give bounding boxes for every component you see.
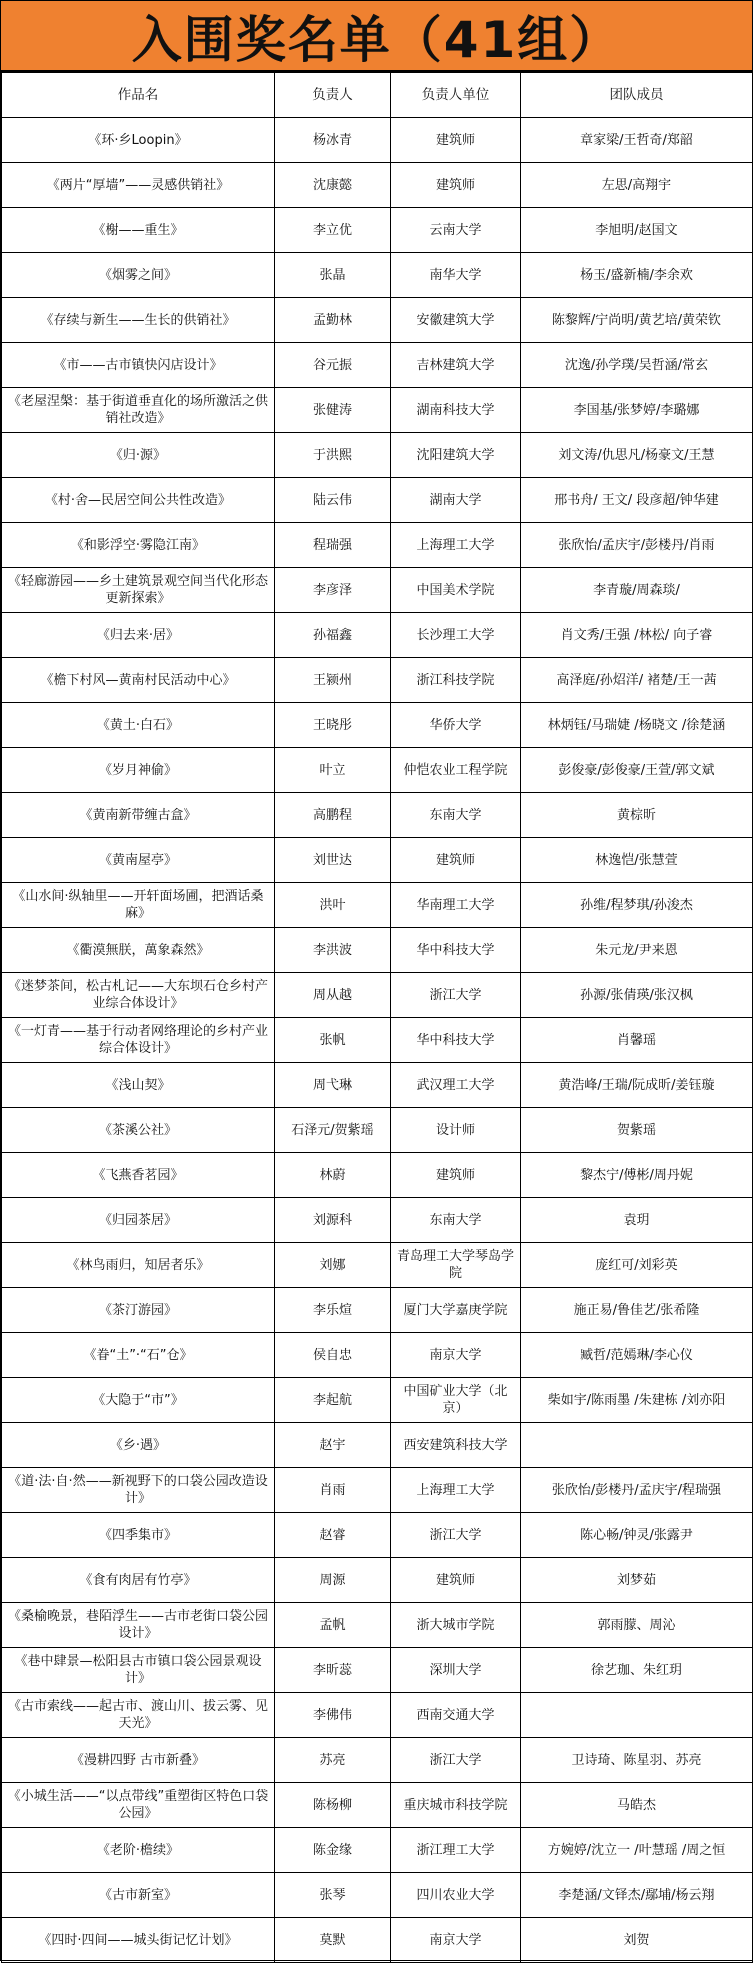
affiliation-cell: 建筑师 (391, 1153, 521, 1198)
leader-cell: 张健涛 (275, 388, 391, 433)
leader-cell: 沈康懿 (275, 163, 391, 208)
leader-cell: 刘娜 (275, 1243, 391, 1288)
team-members-cell: 李楚涵/文铎杰/鄢埔/杨云翔 (521, 1873, 753, 1918)
team-members-cell (521, 1423, 753, 1468)
table-row (2, 568, 753, 613)
leader-cell: 于洪熙 (275, 433, 391, 478)
table-row (2, 928, 753, 973)
team-members-cell: 左思/高翔宇 (521, 163, 753, 208)
affiliation-cell: 南京大学 (391, 1918, 521, 1963)
table-row (2, 793, 753, 838)
affiliation-cell: 青岛理工大学琴岛学院 (391, 1243, 521, 1288)
team-members-cell: 杨玉/盛新楠/李余欢 (521, 253, 753, 298)
leader-cell: 陆云伟 (275, 478, 391, 523)
leader-cell: 高鹏程 (275, 793, 391, 838)
team-members-cell: 庞红可/刘彩英 (521, 1243, 753, 1288)
table-row (2, 1873, 753, 1918)
table-row (2, 298, 753, 343)
affiliation-cell: 云南大学 (391, 208, 521, 253)
work-name-cell: 《四季集市》 (2, 1513, 275, 1558)
table-row (2, 613, 753, 658)
work-name-cell: 《茶汀游园》 (2, 1288, 275, 1333)
team-members-cell: 邢书舟/ 王文/ 段彦超/钟华建 (521, 478, 753, 523)
table-row (2, 1108, 753, 1153)
leader-cell: 李昕蕊 (275, 1648, 391, 1693)
affiliation-cell: 仲恺农业工程学院 (391, 748, 521, 793)
affiliation-cell: 湖南科技大学 (391, 388, 521, 433)
work-name-cell: 《环·乡Loopin》 (2, 118, 275, 163)
table-row (2, 433, 753, 478)
page-title: 入围奖名单（41组） (1, 1, 752, 72)
leader-cell: 李立优 (275, 208, 391, 253)
team-members-cell: 方婉婷/沈立一 /叶慧瑶 /周之恒 (521, 1828, 753, 1873)
team-members-cell: 高泽庭/孙炤洋/ 褚楚/王一茜 (521, 658, 753, 703)
team-members-cell: 刘梦茹 (521, 1558, 753, 1603)
table-row (2, 1693, 753, 1738)
leader-cell: 张琴 (275, 1873, 391, 1918)
team-members-cell: 章家梁/王哲奇/郑韶 (521, 118, 753, 163)
team-members-cell: 徐艺珈、朱红玥 (521, 1648, 753, 1693)
affiliation-cell: 上海理工大学 (391, 523, 521, 568)
leader-cell: 陈金缘 (275, 1828, 391, 1873)
table-row (2, 478, 753, 523)
leader-cell: 周从越 (275, 973, 391, 1018)
team-members-cell: 陈黎辉/宁尚明/黄艺培/黄荣钦 (521, 298, 753, 343)
leader-cell: 洪叶 (275, 883, 391, 928)
affiliation-cell: 浙江大学 (391, 1738, 521, 1783)
leader-cell: 叶立 (275, 748, 391, 793)
team-members-cell: 袁玥 (521, 1198, 753, 1243)
work-name-cell: 《桑榆晚景，巷陌浮生——古市老街口袋公园设计》 (2, 1603, 275, 1648)
column-header-affiliation: 负责人单位 (391, 73, 521, 118)
work-name-cell: 《檐下村风—黄南村民活动中心》 (2, 658, 275, 703)
affiliation-cell: 吉林建筑大学 (391, 343, 521, 388)
affiliation-cell: 厦门大学嘉庚学院 (391, 1288, 521, 1333)
team-members-cell: 李国基/张梦婷/李璐娜 (521, 388, 753, 433)
work-name-cell: 《古市新室》 (2, 1873, 275, 1918)
table-row (2, 748, 753, 793)
affiliation-cell: 武汉理工大学 (391, 1063, 521, 1108)
team-members-cell: 刘贺 (521, 1918, 753, 1963)
work-name-cell: 《老阶·檐续》 (2, 1828, 275, 1873)
leader-cell: 赵宇 (275, 1423, 391, 1468)
team-members-cell: 柴如宇/陈雨墨 /朱建栋 /刘亦阳 (521, 1378, 753, 1423)
table-row (2, 1423, 753, 1468)
team-members-cell: 孙源/张倩瑛/张汉枫 (521, 973, 753, 1018)
table-row (2, 1648, 753, 1693)
team-members-cell: 李旭明/赵国文 (521, 208, 753, 253)
leader-cell: 杨冰青 (275, 118, 391, 163)
leader-cell: 林蔚 (275, 1153, 391, 1198)
table-row (2, 1153, 753, 1198)
affiliation-cell: 华中科技大学 (391, 928, 521, 973)
leader-cell: 莫默 (275, 1918, 391, 1963)
team-members-cell: 郭雨朦、周沁 (521, 1603, 753, 1648)
affiliation-cell: 中国矿业大学（北京） (391, 1378, 521, 1423)
affiliation-cell: 华南理工大学 (391, 883, 521, 928)
leader-cell: 刘世达 (275, 838, 391, 883)
column-header-team: 团队成员 (521, 73, 753, 118)
team-members-cell: 刘文涛/仇思凡/杨豪文/王慧 (521, 433, 753, 478)
table-row (2, 1288, 753, 1333)
table-row (2, 883, 753, 928)
work-name-cell: 《黄南屋亭》 (2, 838, 275, 883)
table-row (2, 1198, 753, 1243)
affiliation-cell: 东南大学 (391, 1198, 521, 1243)
work-name-cell: 《飞燕香茗园》 (2, 1153, 275, 1198)
table-row (2, 1918, 753, 1963)
leader-cell: 陈杨柳 (275, 1783, 391, 1828)
table-row (2, 838, 753, 883)
table-body (2, 118, 753, 1963)
leader-cell: 程瑞强 (275, 523, 391, 568)
table-row (2, 1018, 753, 1063)
leader-cell: 孙福鑫 (275, 613, 391, 658)
table-row (2, 1468, 753, 1513)
table-row (2, 118, 753, 163)
table-row (2, 1558, 753, 1603)
affiliation-cell: 安徽建筑大学 (391, 298, 521, 343)
team-members-cell: 马皓杰 (521, 1783, 753, 1828)
work-name-cell: 《榭——重生》 (2, 208, 275, 253)
table-row (2, 343, 753, 388)
affiliation-cell: 西安建筑科技大学 (391, 1423, 521, 1468)
affiliation-cell: 建筑师 (391, 118, 521, 163)
affiliation-cell: 中国美术学院 (391, 568, 521, 613)
team-members-cell: 黄浩峰/王瑞/阮成昕/姜钰璇 (521, 1063, 753, 1108)
affiliation-cell: 建筑师 (391, 163, 521, 208)
work-name-cell: 《浅山契》 (2, 1063, 275, 1108)
team-members-cell (521, 1693, 753, 1738)
leader-cell: 张晶 (275, 253, 391, 298)
table-row (2, 703, 753, 748)
affiliation-cell: 浙江理工大学 (391, 1828, 521, 1873)
leader-cell: 张帆 (275, 1018, 391, 1063)
table-row (2, 1063, 753, 1108)
work-name-cell: 《山水间·纵轴里——开轩面场圃，把酒话桑麻》 (2, 883, 275, 928)
team-members-cell: 沈逸/孙学璞/吴哲涵/常玄 (521, 343, 753, 388)
leader-cell: 肖雨 (275, 1468, 391, 1513)
leader-cell: 周弋琳 (275, 1063, 391, 1108)
leader-cell: 赵睿 (275, 1513, 391, 1558)
work-name-cell: 《大隐于“市”》 (2, 1378, 275, 1423)
work-name-cell: 《归·源》 (2, 433, 275, 478)
team-members-cell: 臧哲/范嫣琳/李心仪 (521, 1333, 753, 1378)
affiliation-cell: 四川农业大学 (391, 1873, 521, 1918)
leader-cell: 李乐煊 (275, 1288, 391, 1333)
affiliation-cell: 浙江大学 (391, 973, 521, 1018)
work-name-cell: 《烟雾之间》 (2, 253, 275, 298)
leader-cell: 侯自忠 (275, 1333, 391, 1378)
table-row (2, 208, 753, 253)
work-name-cell: 《小城生活——“以点带线”重塑街区特色口袋公园》 (2, 1783, 275, 1828)
affiliation-cell: 浙江科技学院 (391, 658, 521, 703)
table-row (2, 973, 753, 1018)
table-row (2, 253, 753, 298)
work-name-cell: 《归去来·居》 (2, 613, 275, 658)
affiliation-cell: 湖南大学 (391, 478, 521, 523)
work-name-cell: 《迷梦茶间，松古札记——大东坝石仓乡村产业综合体设计》 (2, 973, 275, 1018)
team-members-cell: 张欣怡/孟庆宇/彭楼丹/肖雨 (521, 523, 753, 568)
affiliation-cell: 建筑师 (391, 838, 521, 883)
team-members-cell: 林逸恺/张慧萱 (521, 838, 753, 883)
work-name-cell: 《古市索线——起古市、渡山川、拔云雾、见天光》 (2, 1693, 275, 1738)
work-name-cell: 《乡·遇》 (2, 1423, 275, 1468)
team-members-cell: 卫诗琦、陈星羽、苏亮 (521, 1738, 753, 1783)
leader-cell: 周源 (275, 1558, 391, 1603)
table-row (2, 1378, 753, 1423)
affiliation-cell: 建筑师 (391, 1558, 521, 1603)
affiliation-cell: 华侨大学 (391, 703, 521, 748)
team-members-cell: 张欣怡/彭楼丹/孟庆宇/程瑞强 (521, 1468, 753, 1513)
leader-cell: 王颍州 (275, 658, 391, 703)
work-name-cell: 《和影浮空·雾隐江南》 (2, 523, 275, 568)
work-name-cell: 《两片“厚墙”——灵感供销社》 (2, 163, 275, 208)
table-row (2, 1333, 753, 1378)
affiliation-cell: 东南大学 (391, 793, 521, 838)
team-members-cell: 朱元龙/尹来恩 (521, 928, 753, 973)
team-members-cell: 彭俊豪/彭俊豪/王萱/郭文斌 (521, 748, 753, 793)
leader-cell: 孟勤林 (275, 298, 391, 343)
work-name-cell: 《道·法·自·然——新视野下的口袋公园改造设计》 (2, 1468, 275, 1513)
team-members-cell: 施正易/鲁佳艺/张希隆 (521, 1288, 753, 1333)
work-name-cell: 《归园茶居》 (2, 1198, 275, 1243)
affiliation-cell: 设计师 (391, 1108, 521, 1153)
column-header-work: 作品名 (2, 73, 275, 118)
team-members-cell: 贺紫瑶 (521, 1108, 753, 1153)
team-members-cell: 肖文秀/王强 /林松/ 向子睿 (521, 613, 753, 658)
table-row (2, 1828, 753, 1873)
affiliation-cell: 沈阳建筑大学 (391, 433, 521, 478)
work-name-cell: 《衢漠無朕，萬象森然》 (2, 928, 275, 973)
affiliation-cell: 上海理工大学 (391, 1468, 521, 1513)
table-row (2, 163, 753, 208)
leader-cell: 王晓彤 (275, 703, 391, 748)
team-members-cell: 肖馨瑶 (521, 1018, 753, 1063)
work-name-cell: 《存续与新生——生长的供销社》 (2, 298, 275, 343)
shortlist-table (1, 72, 753, 1963)
table-row (2, 388, 753, 433)
table-row (2, 1603, 753, 1648)
leader-cell: 石泽元/贺紫瑶 (275, 1108, 391, 1153)
work-name-cell: 《市——古市镇快闪店设计》 (2, 343, 275, 388)
table-row (2, 1783, 753, 1828)
affiliation-cell: 长沙理工大学 (391, 613, 521, 658)
leader-cell: 谷元振 (275, 343, 391, 388)
affiliation-cell: 西南交通大学 (391, 1693, 521, 1738)
leader-cell: 孟帆 (275, 1603, 391, 1648)
work-name-cell: 《老屋涅槃：基于街道垂直化的场所激活之供销社改造》 (2, 388, 275, 433)
table-row (2, 658, 753, 703)
team-members-cell: 陈心畅/钟灵/张露尹 (521, 1513, 753, 1558)
affiliation-cell: 浙江大学 (391, 1513, 521, 1558)
work-name-cell: 《食有肉居有竹亭》 (2, 1558, 275, 1603)
affiliation-cell: 深圳大学 (391, 1648, 521, 1693)
leader-cell: 刘源科 (275, 1198, 391, 1243)
table-row (2, 1738, 753, 1783)
table-row (2, 523, 753, 568)
table-row (2, 1243, 753, 1288)
leader-cell: 李佛伟 (275, 1693, 391, 1738)
work-name-cell: 《黄土·白石》 (2, 703, 275, 748)
affiliation-cell: 华中科技大学 (391, 1018, 521, 1063)
affiliation-cell: 浙大城市学院 (391, 1603, 521, 1648)
work-name-cell: 《岁月神偷》 (2, 748, 275, 793)
work-name-cell: 《漫耕四野 古市新叠》 (2, 1738, 275, 1783)
work-name-cell: 《村·舍—民居空间公共性改造》 (2, 478, 275, 523)
table-header-row (2, 73, 753, 118)
work-name-cell: 《黄南新带缠古盒》 (2, 793, 275, 838)
work-name-cell: 《四时·四间——城头街记忆计划》 (2, 1918, 275, 1963)
leader-cell: 李彦泽 (275, 568, 391, 613)
leader-cell: 苏亮 (275, 1738, 391, 1783)
work-name-cell: 《巷中肆景—松阳县古市镇口袋公园景观设计》 (2, 1648, 275, 1693)
leader-cell: 李起航 (275, 1378, 391, 1423)
leader-cell: 李洪波 (275, 928, 391, 973)
team-members-cell: 林炳钰/马瑞婕 /杨晓文 /徐楚涵 (521, 703, 753, 748)
work-name-cell: 《林鸟雨归，知居者乐》 (2, 1243, 275, 1288)
work-name-cell: 《眷“土”·“石”仓》 (2, 1333, 275, 1378)
table-row (2, 1513, 753, 1558)
team-members-cell: 孙维/程梦琪/孙浚杰 (521, 883, 753, 928)
team-members-cell: 黎杰宁/傅彬/周丹妮 (521, 1153, 753, 1198)
work-name-cell: 《一灯青——基于行动者网络理论的乡村产业综合体设计》 (2, 1018, 275, 1063)
work-name-cell: 《轻廊游园——乡土建筑景观空间当代化形态更新探索》 (2, 568, 275, 613)
column-header-leader: 负责人 (275, 73, 391, 118)
affiliation-cell: 南京大学 (391, 1333, 521, 1378)
affiliation-cell: 南华大学 (391, 253, 521, 298)
affiliation-cell: 重庆城市科技学院 (391, 1783, 521, 1828)
team-members-cell: 李青璇/周森琰/ (521, 568, 753, 613)
team-members-cell: 黄棕昕 (521, 793, 753, 838)
work-name-cell: 《茶溪公社》 (2, 1108, 275, 1153)
